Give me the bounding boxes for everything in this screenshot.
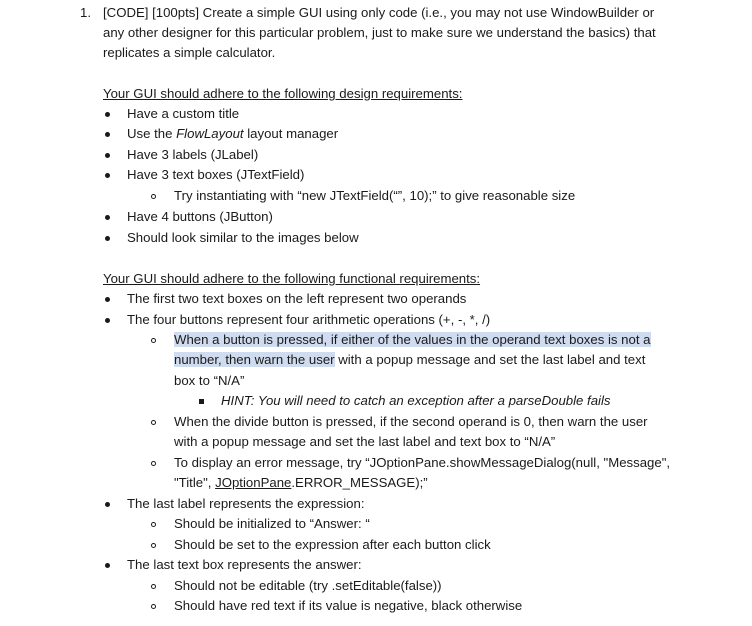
functional-subitem-not-editable: Should not be editable (try .setEditable(false)) [174,578,442,593]
design-item-look: Should look similar to the images below [127,230,359,245]
bullet-dot-icon [105,112,110,117]
functional-item-last-textbox: The last text box represents the answer: [127,557,362,572]
bullet-circle-icon [151,420,156,425]
design-item-title: Have a custom title [127,106,240,121]
functional-heading: Your GUI should adhere to the following functional requirements: [103,271,481,286]
functional-subitem-error-line-1: To display an error message, try “JOptionPane.showMessageDialog(null, "Message", [174,455,671,470]
bullet-dot-icon [105,502,110,507]
intro-line-3: replicates a simple calculator. [103,45,276,60]
bullet-circle-icon [151,604,156,609]
bullet-circle-icon [151,461,156,466]
functional-subitem-answer-init: Should be initialized to “Answer: “ [174,516,370,531]
design-subitem-textfield: Try instantiating with “new JTextField(“”, 10);” to give reasonable size [174,188,576,203]
functional-subitem-error-line-2: "Title", JOptionPane.ERROR_MESSAGE);” [174,475,428,490]
bullet-dot-icon [105,563,110,568]
bullet-circle-icon [151,543,156,548]
design-item-textboxes: Have 3 text boxes (JTextField) [127,167,305,182]
intro-line-1: [CODE] [100pts] Create a simple GUI using only code (i.e., you may not use WindowBuilder or [103,5,655,20]
bullet-dot-icon [105,215,110,220]
bullet-dot-icon [105,236,110,241]
text-selection-highlight: number, then warn the user [174,352,335,367]
hint-text: HINT: You will need to catch an exception after a parseDouble fails [221,393,611,408]
bullet-circle-icon [151,584,156,589]
bullet-dot-icon [105,173,110,178]
bullet-dot-icon [105,153,110,158]
bullet-circle-icon [151,522,156,527]
text-selection-highlight: When a button is pressed, if either of the values in the operand text boxes is not a [174,332,651,347]
bullet-square-icon [199,399,204,404]
bullet-dot-icon [105,132,110,137]
functional-item-operations: The four buttons represent four arithmetic operations (+, -, *, /) [127,312,491,327]
functional-item-operands: The first two text boxes on the left represent two operands [127,291,467,306]
design-item-layout: Use the FlowLayout layout manager [127,126,339,141]
item-number: 1. [80,5,91,20]
functional-subitem-nan-line-2: number, then warn the user with a popup message and set the last label and text [174,352,646,367]
functional-subitem-nan-line-3: box to “N/A” [174,373,245,388]
functional-subitem-expression: Should be set to the expression after each button click [174,537,491,552]
bullet-circle-icon [151,338,156,343]
bullet-dot-icon [105,318,110,323]
bullet-circle-icon [151,194,156,199]
functional-subitem-red-text: Should have red text if its value is negative, black otherwise [174,598,523,613]
design-item-labels: Have 3 labels (JLabel) [127,147,259,162]
functional-subitem-divide-line-1: When the divide button is pressed, if the second operand is 0, then warn the user [174,414,648,429]
bullet-dot-icon [105,297,110,302]
design-heading: Your GUI should adhere to the following design requirements: [103,86,463,101]
functional-item-last-label: The last label represents the expression: [127,496,365,511]
intro-line-2: any other designer for this particular problem, just to make sure we understand the basics) that [103,25,656,40]
functional-subitem-nan-line-1 [174,330,651,350]
functional-subitem-divide-line-2: with a popup message and set the last label and text box to “N/A” [174,434,556,449]
design-item-buttons: Have 4 buttons (JButton) [127,209,273,224]
